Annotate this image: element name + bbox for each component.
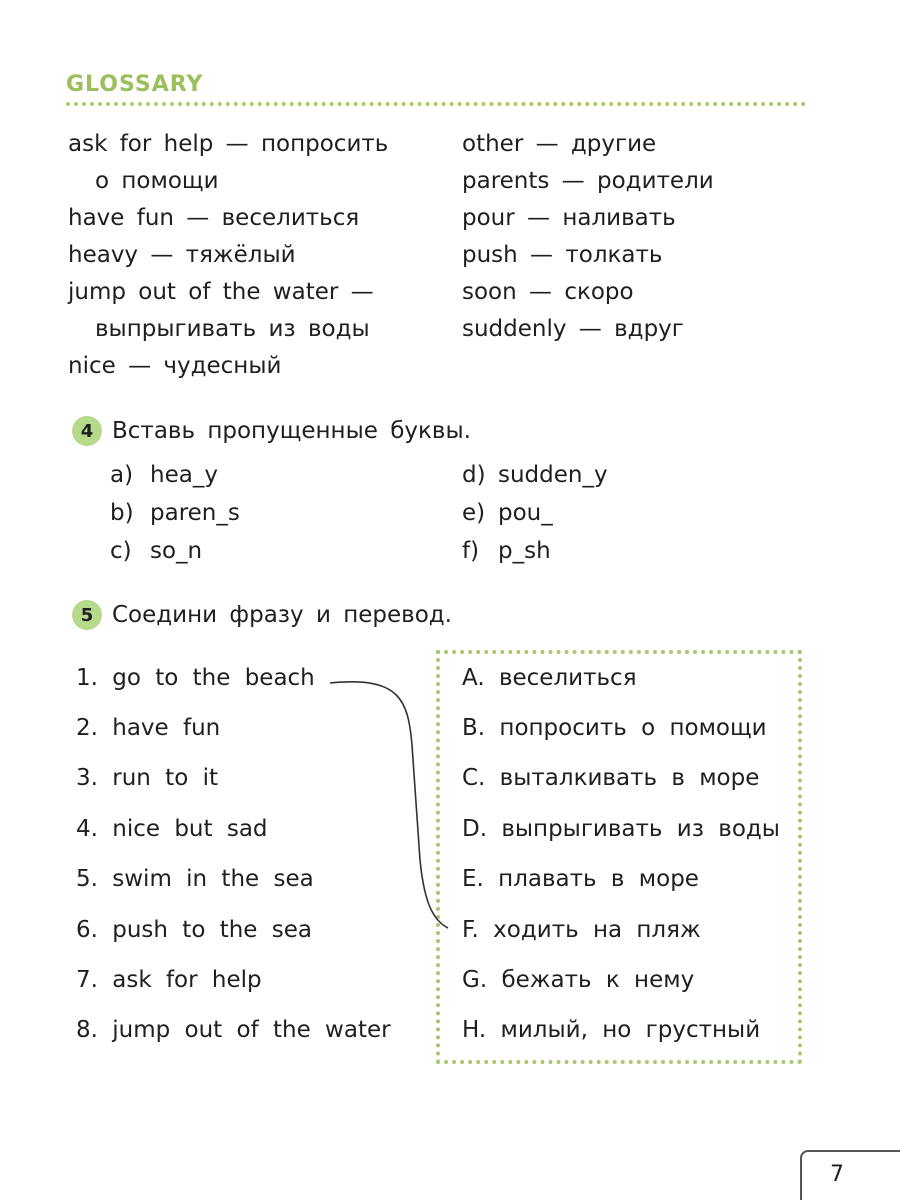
phrase-item: 1. go to the beach: [76, 665, 315, 691]
option-label: e): [462, 500, 486, 526]
translation-item: F. ходить на пляж: [462, 917, 701, 943]
fill-in-word: so_n: [150, 538, 203, 564]
glossary-entry: parents — родители: [462, 168, 714, 194]
task-5-instruction: Соедини фразу и перевод.: [112, 602, 452, 628]
glossary-entry-continuation: о помощи: [95, 168, 219, 194]
glossary-entry: soon — скоро: [462, 279, 634, 305]
phrase-item: 4. nice but sad: [76, 816, 268, 842]
task-5-badge: 5: [72, 600, 102, 630]
glossary-entry: ask for help — попросить: [68, 131, 389, 157]
glossary-title: GLOSSARY: [66, 72, 204, 97]
glossary-entry: push — толкать: [462, 242, 663, 268]
glossary-entry: suddenly — вдруг: [462, 316, 684, 342]
phrase-item: 2. have fun: [76, 715, 221, 741]
translation-item: A. веселиться: [462, 665, 637, 691]
page-number: 7: [830, 1162, 844, 1187]
glossary-entry: jump out of the water —: [68, 279, 374, 305]
translation-item: E. плавать в море: [462, 866, 699, 892]
translation-item: G. бежать к нему: [462, 967, 695, 993]
translation-item: D. выпрыгивать из воды: [462, 816, 780, 842]
glossary-entry: other — другие: [462, 131, 657, 157]
glossary-entry: nice — чудесный: [68, 353, 282, 379]
option-label: b): [110, 500, 134, 526]
option-label: c): [110, 538, 132, 564]
option-label: a): [110, 462, 134, 488]
translation-item: C. выталкивать в море: [462, 765, 760, 791]
fill-in-word: paren_s: [150, 500, 240, 526]
page-number-tab: [800, 1150, 900, 1200]
phrase-item: 3. run to it: [76, 765, 218, 791]
phrase-item: 6. push to the sea: [76, 917, 312, 943]
glossary-entry: pour — наливать: [462, 205, 676, 231]
glossary-entry: heavy — тяжёлый: [68, 242, 296, 268]
translation-item: B. попросить о помощи: [462, 715, 767, 741]
fill-in-word: p_sh: [498, 538, 551, 564]
fill-in-word: sudden_y: [498, 462, 608, 488]
glossary-entry-continuation: выпрыгивать из воды: [95, 316, 370, 342]
fill-in-word: pou_: [498, 500, 553, 526]
glossary-entry: have fun — веселиться: [68, 205, 360, 231]
task-4-instruction: Вставь пропущенные буквы.: [112, 418, 471, 444]
task-4-badge: 4: [72, 416, 102, 446]
option-label: f): [462, 538, 480, 564]
phrase-item: 7. ask for help: [76, 967, 262, 993]
fill-in-word: hea_y: [150, 462, 218, 488]
phrase-item: 5. swim in the sea: [76, 866, 314, 892]
option-label: d): [462, 462, 486, 488]
phrase-item: 8. jump out of the water: [76, 1017, 391, 1043]
translation-item: H. милый, но грустный: [462, 1017, 761, 1043]
